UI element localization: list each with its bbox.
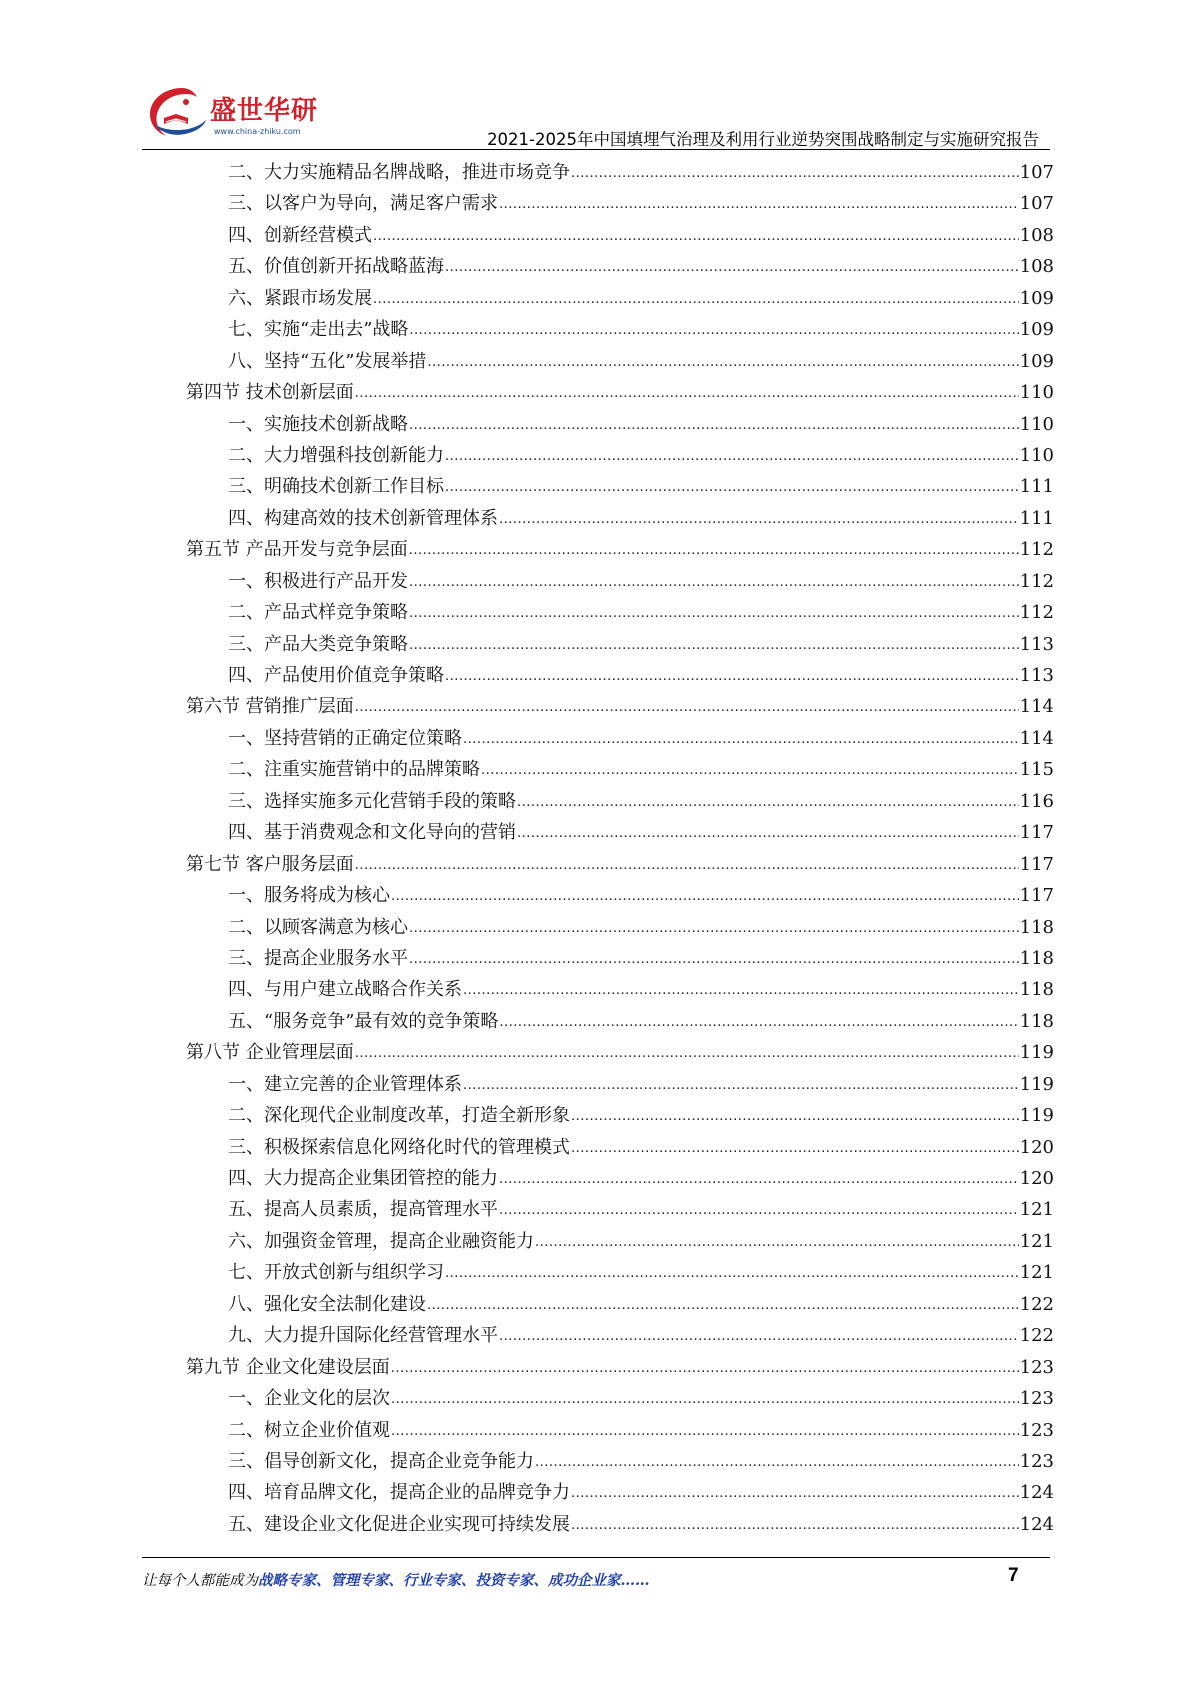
toc-dot-leader — [463, 724, 1019, 755]
toc-subsection-entry[interactable] — [186, 1320, 1054, 1351]
toc-entry-page: 123 — [1019, 1419, 1054, 1441]
toc-entry-title: 一、服务将成为核心 — [228, 885, 390, 907]
toc-subsection-entry[interactable] — [186, 1194, 1054, 1225]
toc-dot-leader — [481, 755, 1019, 786]
toc-dot-leader — [499, 1321, 1019, 1352]
toc-dot-leader — [409, 567, 1019, 598]
toc-section-entry[interactable] — [186, 849, 1054, 880]
toc-entry-title: 四、培育品牌文化，提高企业的品牌竞争力 — [228, 1482, 570, 1504]
toc-entry-title: 四、产品使用价值竞争策略 — [228, 665, 444, 686]
toc-entry-page: 115 — [1019, 759, 1054, 781]
toc-subsection-entry[interactable] — [186, 1446, 1054, 1477]
brand-logo-icon — [142, 84, 208, 142]
toc-dot-leader — [535, 1227, 1019, 1258]
page-header — [0, 0, 1191, 150]
toc-dot-leader — [499, 189, 1019, 220]
toc-dot-leader — [571, 1101, 1019, 1132]
toc-entry-title: 四、创新经营模式 — [228, 224, 372, 246]
toc-entry-title: 八、强化安全法制化建设 — [228, 1293, 426, 1315]
toc-entry-page: 111 — [1019, 476, 1054, 498]
toc-entry-page: 109 — [1019, 319, 1054, 341]
toc-entry-page: 108 — [1019, 256, 1054, 278]
toc-subsection-entry[interactable] — [186, 943, 1054, 974]
toc-entry-page: 117 — [1019, 822, 1054, 844]
toc-entry-page: 108 — [1019, 224, 1054, 246]
toc-entry-page: 121 — [1019, 1199, 1054, 1221]
toc-subsection-entry[interactable] — [186, 471, 1054, 502]
toc-dot-leader — [409, 944, 1019, 975]
toc-dot-leader — [571, 1510, 1019, 1541]
brand-logo[interactable] — [142, 80, 342, 150]
toc-subsection-entry[interactable] — [186, 974, 1054, 1005]
toc-entry-page: 117 — [1019, 885, 1054, 907]
header-divider — [142, 149, 1050, 150]
toc-dot-leader — [409, 913, 1019, 944]
toc-dot-leader — [391, 1384, 1019, 1415]
toc-entry-page: 118 — [1019, 947, 1054, 969]
toc-subsection-entry[interactable] — [186, 220, 1054, 251]
toc-subsection-entry[interactable] — [186, 346, 1054, 377]
toc-subsection-entry[interactable] — [186, 440, 1054, 471]
toc-entry-page: 114 — [1019, 696, 1054, 718]
toc-section-entry[interactable] — [186, 377, 1054, 408]
toc-entry-title: 四、与用户建立战略合作关系 — [228, 979, 462, 1001]
toc-subsection-entry[interactable] — [186, 1069, 1054, 1100]
toc-entry-title: 二、以顾客满意为核心 — [228, 916, 408, 938]
toc-entry-page: 113 — [1019, 665, 1054, 686]
toc-entry-page: 119 — [1019, 1042, 1054, 1064]
toc-dot-leader — [409, 410, 1019, 441]
toc-subsection-entry[interactable] — [186, 566, 1054, 597]
toc-entry-title: 三、提高企业服务水平 — [228, 947, 408, 969]
toc-subsection-entry[interactable] — [186, 660, 1054, 691]
toc-entry-page: 107 — [1019, 193, 1054, 215]
toc-entry-title: 一、积极进行产品开发 — [228, 570, 408, 592]
toc-subsection-entry[interactable] — [186, 1415, 1054, 1446]
toc-subsection-entry[interactable] — [186, 157, 1054, 188]
toc-entry-title: 四、基于消费观念和文化导向的营销 — [228, 822, 516, 844]
toc-dot-leader — [571, 1478, 1019, 1509]
toc-entry-title: 第五节 产品开发与竞争层面 — [186, 539, 408, 561]
toc-entry-page: 111 — [1019, 507, 1054, 529]
toc-entry-title: 五、提高人员素质，提高管理水平 — [228, 1199, 498, 1221]
toc-entry-title: 五、“服务竞争”最有效的竞争策略 — [228, 1010, 499, 1032]
toc-entry-title: 三、明确技术创新工作目标 — [228, 476, 444, 498]
toc-entry-page: 114 — [1019, 727, 1054, 749]
toc-dot-leader — [355, 1038, 1019, 1069]
toc-dot-leader — [517, 787, 1019, 818]
toc-subsection-entry[interactable] — [186, 723, 1054, 754]
toc-subsection-entry[interactable] — [186, 1132, 1054, 1163]
toc-dot-leader — [427, 347, 1018, 378]
toc-entry-title: 第七节 客户服务层面 — [186, 853, 354, 875]
toc-dot-leader — [355, 692, 1019, 723]
toc-dot-leader — [499, 1195, 1019, 1226]
toc-dot-leader — [571, 158, 1019, 189]
toc-entry-page: 123 — [1019, 1388, 1054, 1410]
brand-url[interactable]: www.china-zhiku.com — [214, 127, 301, 136]
toc-entry-title: 七、开放式创新与组织学习 — [228, 1262, 444, 1284]
toc-entry-title: 二、产品式样竞争策略 — [228, 602, 408, 624]
toc-dot-leader — [445, 472, 1019, 503]
toc-dot-leader — [445, 441, 1019, 472]
toc-entry-title: 一、建立完善的企业管理体系 — [228, 1073, 462, 1095]
toc-entry-title: 二、大力增强科技创新能力 — [228, 444, 444, 466]
toc-dot-leader — [499, 504, 1019, 535]
toc-subsection-entry[interactable] — [186, 503, 1054, 534]
slogan-lead: 让每个人都能成为 — [142, 1573, 258, 1589]
toc-entry-title: 一、坚持营销的正确定位策略 — [228, 727, 462, 749]
slogan-highlight: 战略专家、管理专家、行业专家、投资专家、成功企业家…… — [258, 1572, 650, 1589]
toc-dot-leader — [571, 1133, 1019, 1164]
toc-entry-page: 120 — [1019, 1168, 1054, 1189]
toc-entry-page: 112 — [1019, 602, 1054, 624]
toc-entry-title: 三、积极探索信息化网络化时代的管理模式 — [228, 1136, 570, 1158]
toc-subsection-entry[interactable] — [186, 1163, 1054, 1194]
toc-entry-page: 109 — [1019, 350, 1054, 372]
toc-entry-title: 第六节 营销推广层面 — [186, 696, 354, 718]
toc-dot-leader — [373, 221, 1019, 252]
toc-subsection-entry[interactable] — [186, 786, 1054, 817]
toc-entry-title: 四、构建高效的技术创新管理体系 — [228, 507, 498, 529]
toc-entry-page: 113 — [1019, 633, 1054, 655]
toc-entry-title: 五、建设企业文化促进企业实现可持续发展 — [228, 1513, 570, 1535]
toc-entry-title: 七、实施“走出去”战略 — [228, 319, 409, 341]
toc-entry-title: 第四节 技术创新层面 — [186, 382, 354, 404]
toc-entry-page: 123 — [1019, 1450, 1054, 1472]
page-number: 7 — [1008, 1565, 1019, 1586]
toc-dot-leader — [391, 1416, 1019, 1447]
toc-subsection-entry[interactable] — [186, 409, 1054, 440]
toc-entry-page: 109 — [1019, 287, 1054, 309]
toc-dot-leader — [445, 1258, 1019, 1289]
toc-subsection-entry[interactable] — [186, 251, 1054, 282]
toc-subsection-entry[interactable] — [186, 1006, 1054, 1037]
toc-subsection-entry[interactable] — [186, 1509, 1054, 1540]
toc-entry-title: 二、大力实施精品名牌战略，推进市场竞争 — [228, 162, 570, 183]
toc-dot-leader — [409, 598, 1019, 629]
toc-entry-page: 121 — [1019, 1262, 1054, 1284]
toc-entry-title: 六、加强资金管理，提高企业融资能力 — [228, 1230, 534, 1252]
toc-entry-page: 112 — [1019, 570, 1054, 592]
toc-entry-title: 三、以客户为导向，满足客户需求 — [228, 193, 498, 215]
brand-name: 盛世华研 — [210, 96, 319, 126]
toc-entry-title: 二、树立企业价值观 — [228, 1419, 390, 1441]
toc-entry-page: 124 — [1019, 1482, 1054, 1504]
toc-dot-leader — [445, 252, 1019, 283]
toc-entry-title: 八、坚持“五化”发展举措 — [228, 350, 427, 372]
toc-entry-title: 四、大力提高企业集团管控的能力 — [228, 1168, 498, 1189]
toc-entry-page: 119 — [1019, 1105, 1054, 1127]
toc-entry-page: 107 — [1019, 162, 1054, 183]
toc-entry-page: 112 — [1019, 539, 1054, 561]
toc-subsection-entry[interactable] — [186, 597, 1054, 628]
toc-subsection-entry[interactable] — [186, 1383, 1054, 1414]
toc-entry-page: 118 — [1019, 979, 1054, 1001]
toc-subsection-entry[interactable] — [186, 1257, 1054, 1288]
toc-section-entry[interactable] — [186, 534, 1054, 565]
toc-entry-page: 118 — [1019, 916, 1054, 938]
toc-dot-leader — [409, 315, 1018, 346]
toc-section-entry[interactable] — [186, 691, 1054, 722]
toc-entry-title: 第九节 企业文化建设层面 — [186, 1356, 390, 1378]
toc-entry-title: 三、倡导创新文化，提高企业竞争能力 — [228, 1450, 534, 1472]
toc-entry-title: 五、价值创新开拓战略蓝海 — [228, 256, 444, 278]
toc-entry-title: 六、紧跟市场发展 — [228, 287, 372, 309]
toc-entry-page: 121 — [1019, 1230, 1054, 1252]
toc-dot-leader — [355, 850, 1019, 881]
footer-divider — [142, 1557, 1050, 1558]
toc-entry-title: 九、大力提升国际化经营管理水平 — [228, 1325, 498, 1347]
toc-dot-leader — [517, 818, 1019, 849]
toc-entry-page: 110 — [1019, 382, 1054, 404]
toc-subsection-entry[interactable] — [186, 188, 1054, 219]
toc-subsection-entry[interactable] — [186, 1289, 1054, 1320]
toc-dot-leader — [445, 661, 1019, 692]
toc-entry-page: 110 — [1019, 444, 1054, 466]
toc-dot-leader — [499, 1164, 1019, 1195]
toc-subsection-entry[interactable] — [186, 1226, 1054, 1257]
toc-entry-page: 116 — [1019, 790, 1054, 812]
toc-entry-title: 三、选择实施多元化营销手段的策略 — [228, 790, 516, 812]
toc-section-entry[interactable] — [186, 1352, 1054, 1383]
toc-dot-leader — [409, 630, 1019, 661]
toc-dot-leader — [535, 1447, 1019, 1478]
toc-dot-leader — [499, 1007, 1018, 1038]
toc-subsection-entry[interactable] — [186, 912, 1054, 943]
toc-dot-leader — [427, 1290, 1019, 1321]
toc-dot-leader — [463, 1070, 1019, 1101]
toc-entry-title: 一、实施技术创新战略 — [228, 413, 408, 435]
toc-dot-leader — [463, 975, 1019, 1006]
toc-entry-page: 123 — [1019, 1356, 1054, 1378]
toc-subsection-entry[interactable] — [186, 880, 1054, 911]
toc-entry-page: 122 — [1019, 1325, 1054, 1347]
toc-subsection-entry[interactable] — [186, 817, 1054, 848]
toc-entry-page: 120 — [1019, 1136, 1054, 1158]
toc-entry-title: 二、深化现代企业制度改革，打造全新形象 — [228, 1105, 570, 1127]
toc-entry-title: 三、产品大类竞争策略 — [228, 633, 408, 655]
toc-dot-leader — [373, 284, 1019, 315]
toc-subsection-entry[interactable] — [186, 283, 1054, 314]
toc-entry-page: 122 — [1019, 1293, 1054, 1315]
toc-dot-leader — [355, 378, 1019, 409]
toc-entry-page: 118 — [1019, 1010, 1054, 1032]
report-title: 2021-2025年中国填埋气治理及利用行业逆势突围战略制定与实施研究报告 — [487, 130, 1039, 149]
toc-subsection-entry[interactable] — [186, 754, 1054, 785]
toc-entry-page: 110 — [1019, 413, 1054, 435]
toc-entry-page: 119 — [1019, 1073, 1054, 1095]
toc-subsection-entry[interactable] — [186, 314, 1054, 345]
toc-dot-leader — [391, 881, 1019, 912]
toc-entry-page: 117 — [1019, 853, 1054, 875]
toc-subsection-entry[interactable] — [186, 1100, 1054, 1131]
toc-entry-title: 二、注重实施营销中的品牌策略 — [228, 759, 480, 781]
toc-section-entry[interactable] — [186, 1037, 1054, 1068]
toc-dot-leader — [391, 1353, 1019, 1384]
toc-entry-title: 一、企业文化的层次 — [228, 1388, 390, 1410]
toc-subsection-entry[interactable] — [186, 1477, 1054, 1508]
toc-subsection-entry[interactable] — [186, 629, 1054, 660]
footer-slogan — [142, 1569, 650, 1590]
toc-entry-title: 第八节 企业管理层面 — [186, 1042, 354, 1064]
toc-entry-page: 124 — [1019, 1513, 1054, 1535]
table-of-contents — [186, 157, 1054, 1540]
toc-dot-leader — [409, 535, 1019, 566]
